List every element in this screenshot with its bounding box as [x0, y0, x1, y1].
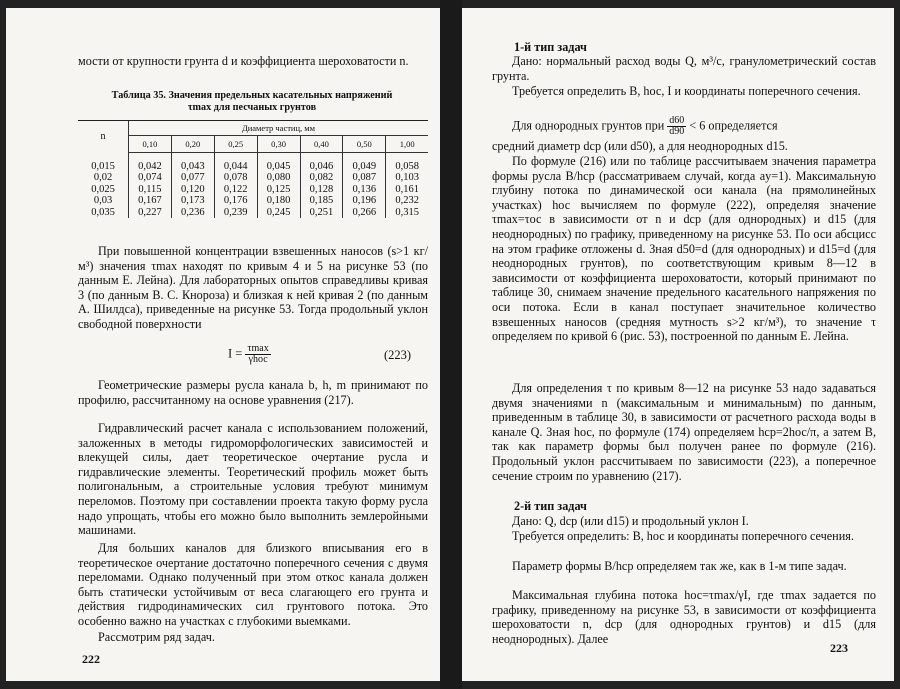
table-cell: 0,045	[257, 153, 300, 173]
table-cell: 0,082	[300, 172, 343, 183]
paragraph-shape-parameter: Параметр формы B/hср определяем так же, как в 1-м типе задач.	[512, 559, 847, 573]
table-cell: 0,167	[129, 195, 172, 206]
table-body	[78, 153, 428, 219]
table-cell: 0,103	[386, 172, 428, 183]
uniform-text-a: Для однородных грунтов при	[512, 118, 665, 133]
table-cell: 0,046	[300, 153, 343, 173]
table-cell: 0,266	[343, 207, 386, 218]
table-cell-n: 0,025	[91, 183, 115, 195]
table-row	[78, 153, 428, 173]
paragraph-tasks: Рассмотрим ряд задач.	[98, 630, 215, 644]
table-cell: 0,087	[343, 172, 386, 183]
paragraph-uniform-soils	[512, 116, 876, 137]
paragraph-concentration: При повышенной концентрации взвешенных наносов (s>1 кг/м³) значения τmax находят по кривым 4 и 5 на рисунке 53 (по данным Е. Лейна). Для лабораторных опытов справедливы кривая 3 (по данным В. С. Кнороза) и близкая к ней кривая 2 (по данным А. Шилдса), приведенные на рисунке 53. Тогда продольный уклон свободной поверхности	[78, 244, 428, 331]
table-cell: 0,125	[257, 184, 300, 195]
book-gutter	[440, 0, 462, 689]
table-column-header: 0,50	[343, 136, 386, 153]
formula-denominator: γhос	[248, 354, 268, 365]
table-cell: 0,236	[171, 207, 214, 218]
table-row	[78, 207, 428, 218]
ratio-denominator: d90	[669, 126, 685, 137]
paragraph-given-1: Дано: нормальный расход воды Q, м³/с, гранулометрический состав грунта.	[492, 54, 876, 83]
table-column-header: 1,00	[386, 136, 428, 153]
table-n-header: n	[78, 121, 129, 153]
table-cell-n: 0,035	[91, 206, 115, 218]
table-cell: 0,120	[171, 184, 214, 195]
table-cell: 0,058	[386, 153, 428, 173]
table-cell: 0,128	[300, 184, 343, 195]
right-page	[462, 8, 894, 681]
paragraph-required-1: Требуется определить B, hос, I и координаты поперечного сечения.	[512, 84, 861, 98]
formula-numerator: τmax	[247, 343, 269, 354]
table-35	[78, 120, 428, 218]
table-cell: 0,227	[129, 207, 172, 218]
formula-223	[228, 344, 271, 365]
table-cell: 0,044	[214, 153, 257, 173]
table-column-headers	[78, 136, 428, 153]
table-column-header: 0,10	[129, 136, 172, 153]
table-cell: 0,196	[343, 195, 386, 206]
table-group-header: Диаметр частиц, мм	[129, 121, 429, 136]
ratio-fraction	[667, 116, 686, 137]
table-cell: 0,043	[171, 153, 214, 173]
paragraph-formula-216: По формуле (216) или по таблице рассчитываем значения параметра формы русла B/hср (рассматриваем случай, когда aу=1). Максимальную глубину потока по динамической оси канала (на прямолинейных участках) hос вычисляем по формуле (222), определяя значение τmax=τос в зависимости от n и dср (для однородных) и d15 (для неоднородных) по графику, приведенному на рисунке 53. По оси абсцисс на этом графике отложены d. Зная d50=d (для однородных) и d15=d (для неоднородных грунтов), по соответствующим кривым 8—12 в зависимости от коэффициента шероховатости, который принимают по таблице 30, снимаем значение предельного касательного напряжения по оси потока. Если в канал поступает значительное количество взвешенных наносов (средняя мутность s>2 кг/м³), то значение τ определяем по кривой 6 (рис. 53), построенной по данным Е. Лейна.	[492, 154, 876, 344]
table-caption-line2: τmax для песчаных грунтов	[187, 102, 317, 113]
uniform-text-b: < 6 определяется	[689, 118, 778, 133]
table-caption-line1: Таблица 35. Значения предельных касательных напряжений	[111, 90, 393, 101]
paragraph-max-depth: Максимальная глубина потока hос=τmax/γI, где τmax задается по графику, приведенному на рисунке 53, в зависимости от коэффициента шероховатости n, dср (для однородных грунтов) и d15 (для неоднородных). Далее	[492, 588, 876, 646]
table-cell-n: 0,02	[93, 172, 113, 184]
table-cell: 0,049	[343, 153, 386, 173]
table-cell: 0,176	[214, 195, 257, 206]
table-row	[78, 184, 428, 195]
formula-fraction	[245, 344, 270, 365]
table-row	[78, 195, 428, 206]
table-column-header: 0,20	[171, 136, 214, 153]
table-cell: 0,115	[129, 184, 172, 195]
table-cell: 0,078	[214, 172, 257, 183]
table-column-header: 0,40	[300, 136, 343, 153]
table-cell: 0,180	[257, 195, 300, 206]
table-cell: 0,074	[129, 172, 172, 183]
table-cell: 0,077	[171, 172, 214, 183]
ratio-numerator: d60	[669, 115, 685, 126]
heading-task-type-1: 1-й тип задач	[514, 40, 587, 54]
table-cell: 0,136	[343, 184, 386, 195]
paragraph-tau-determination: Для определения τ по кривым 8—12 на рисунке 53 надо задаваться двумя значениями n (максимальным и минимальным) по данным, приведенным в таблице 30, в зависимости от расчетного расхода воды в канале Q. Зная hос, по формуле (174) определяем hср=2hос/π, а затем B, так как параметр формы был получен ранее по формуле (216). Продольный уклон рассчитываем по зависимости (223), а поперечное сечение строим по уравнению (217).	[492, 381, 876, 483]
continuation-text: мости от крупности грунта d и коэффициента шероховатости n.	[78, 54, 409, 68]
formula-lhs: I =	[228, 346, 243, 361]
table-cell: 0,080	[257, 172, 300, 183]
table-column-header: 0,30	[257, 136, 300, 153]
table-cell: 0,173	[171, 195, 214, 206]
table-cell-n: 0,015	[91, 160, 115, 172]
paragraph-required-2: Требуется определить: B, hос и координаты поперечного сечения.	[512, 529, 854, 543]
paragraph-geometry: Геометрические размеры русла канала b, h, m принимают по профилю, рассчитанному на основе уравнения (217).	[78, 378, 428, 407]
table-cell: 0,042	[129, 153, 172, 173]
formula-number: (223)	[384, 348, 412, 362]
page-number-right: 223	[830, 641, 848, 655]
table-cell: 0,232	[386, 195, 428, 206]
heading-task-type-2: 2-й тип задач	[514, 499, 587, 513]
table-cell: 0,239	[214, 207, 257, 218]
table-cell: 0,245	[257, 207, 300, 218]
table-cell: 0,185	[300, 195, 343, 206]
table-cell: 0,251	[300, 207, 343, 218]
paragraph-hydraulic: Гидравлический расчет канала с использованием положений, заложенных в методы гидроморфологических зависимостей и влекущей силы, дает теоретическое очертание русла и гидравлические элементы. Теоретический профиль может быть полигональным, а строительные условия требуют минимум переломов. Поэтому при составлении проекта такую форму русла надо упрощать, чтобы его можно было выполнить землеройными машинами.	[78, 421, 428, 538]
table-row	[78, 172, 428, 183]
table-column-header: 0,25	[214, 136, 257, 153]
table-cell: 0,161	[386, 184, 428, 195]
left-page	[6, 8, 440, 681]
table-cell: 0,122	[214, 184, 257, 195]
paragraph-uniform-soils-cont: средний диаметр dср (или d50), а для неоднородных d15.	[492, 139, 788, 153]
table-cell: 0,315	[386, 207, 428, 218]
paragraph-given-2: Дано: Q, dср (или d15) и продольный уклон I.	[512, 514, 749, 528]
paragraph-large-canals: Для больших каналов для близкого вписывания его в теоретическое очертание достаточно поперечного сечения с двумя переломами. Однако полученный при этом откос канала должен быть статически устойчивым от веса слагающего его грунта и действия гидродинамических сил грунтового потока. Это особенно важно на участках с глубокими выемками.	[78, 541, 428, 628]
page-number-left: 222	[82, 652, 100, 666]
table-cell-n: 0,03	[93, 195, 113, 207]
